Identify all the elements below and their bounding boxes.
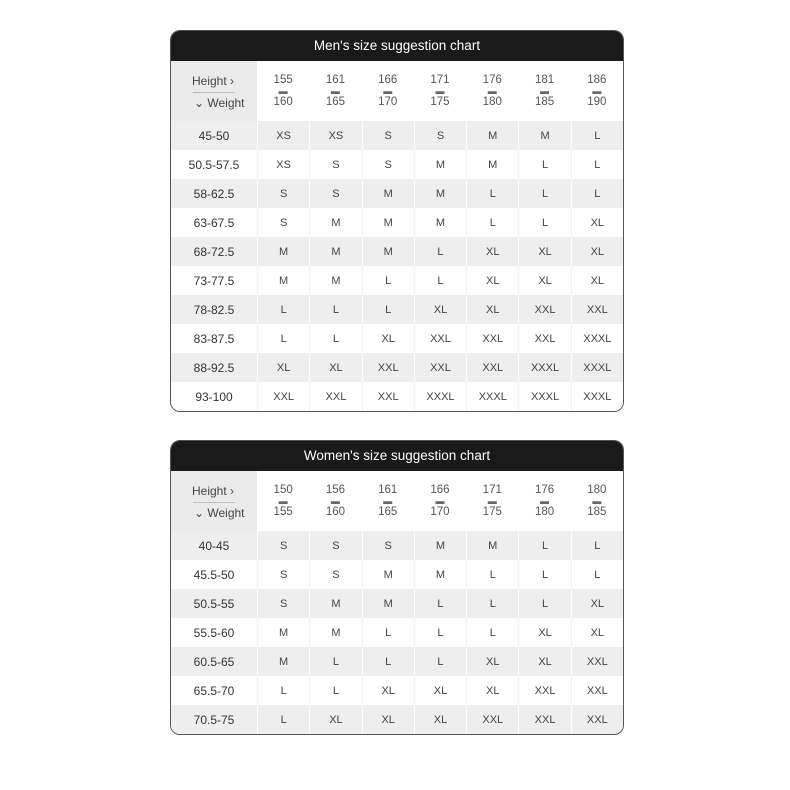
table-row [171,647,623,676]
size-cell: XL [309,353,361,382]
weight-range-cell: 55.5-60 [193,625,235,640]
size-cell: XL [414,295,466,324]
height-header-row [171,471,623,531]
size-cell: L [466,208,518,237]
size-cell: XXL [414,324,466,353]
size-cell: XL [518,266,570,295]
height-range-cell [309,471,361,531]
size-cell: XXL [571,295,623,324]
range-dash-icon: ▬ [278,86,288,96]
height-max: 155 [273,506,293,518]
weight-range-cell: 83-87.5 [193,331,235,346]
size-cell: M [414,179,466,208]
height-range-cell [571,471,623,531]
size-cell: XXXL [518,353,570,382]
size-cell: XL [571,266,623,295]
weight-range-cell: 50.5-57.5 [188,157,240,172]
height-min: 171 [430,74,450,86]
corner-cell [171,61,257,121]
size-cell: L [518,150,570,179]
mens-size-chart [170,30,624,412]
height-min: 155 [273,74,293,86]
size-cell: XXL [571,705,623,734]
height-min: 150 [273,484,293,496]
size-cell: L [571,150,623,179]
height-range-cell [518,471,570,531]
size-cell: M [466,150,518,179]
size-cell: M [257,618,309,647]
size-cell: L [414,647,466,676]
size-cell: XXL [414,353,466,382]
height-max: 180 [534,506,555,518]
range-dash-icon: ▬ [592,496,602,506]
size-cell: L [518,531,570,560]
divider [193,502,235,503]
table-row [171,208,623,237]
height-label: Height › [192,484,235,498]
table-row [171,705,623,734]
size-cell: XXXL [571,353,623,382]
size-cell: S [309,531,361,560]
size-cell: L [571,121,623,150]
size-cell: L [518,589,570,618]
height-max: 185 [534,96,555,108]
size-cell: L [466,179,518,208]
size-cell: L [309,676,361,705]
size-cell: XL [518,618,570,647]
chart-title: Women's size suggestion chart [171,441,623,471]
size-cell: L [362,618,414,647]
corner-cell [171,471,257,531]
size-cell: L [414,237,466,266]
range-dash-icon: ▬ [435,496,445,506]
height-max: 160 [273,96,293,108]
size-cell: M [309,266,361,295]
range-dash-icon: ▬ [330,86,340,96]
size-table-body [171,531,623,734]
size-cell: L [257,295,309,324]
height-range-cell [362,471,414,531]
size-cell: XXL [466,324,518,353]
height-min: 180 [587,484,607,496]
size-cell: XXXL [414,382,466,411]
size-cell: M [362,560,414,589]
size-cell: XS [257,121,309,150]
height-range-cell [466,471,518,531]
size-cell: S [257,179,309,208]
size-cell: M [414,560,466,589]
table-row [171,589,623,618]
weight-range-cell: 45.5-50 [193,567,235,582]
table-row [171,353,623,382]
height-max: 180 [482,96,502,108]
size-cell: S [257,208,309,237]
size-cell: L [257,676,309,705]
weight-label: ⌄ Weight [194,506,245,520]
table-row [171,150,623,179]
size-cell: XL [571,589,623,618]
size-cell: XXL [571,647,623,676]
range-dash-icon: ▬ [592,86,602,96]
size-cell: XXXL [571,382,623,411]
size-cell: L [309,324,361,353]
size-cell: S [309,179,361,208]
size-cell: XXL [571,676,623,705]
height-min: 161 [325,74,346,86]
table-row [171,121,623,150]
size-cell: L [309,295,361,324]
divider [193,92,235,93]
height-max: 175 [430,96,450,108]
range-dash-icon: ▬ [330,496,340,506]
size-cell: XS [309,121,361,150]
size-cell: L [466,560,518,589]
size-cell: S [257,589,309,618]
table-row [171,266,623,295]
height-min: 181 [534,74,555,86]
range-dash-icon: ▬ [435,86,445,96]
size-cell: M [309,208,361,237]
height-max: 175 [482,506,502,518]
size-cell: S [362,150,414,179]
table-row [171,295,623,324]
size-cell: XS [257,150,309,179]
size-cell: M [362,237,414,266]
size-cell: L [362,295,414,324]
height-min: 161 [378,484,398,496]
range-dash-icon: ▬ [540,496,550,506]
size-cell: L [466,589,518,618]
size-cell: L [571,179,623,208]
size-cell: L [518,560,570,589]
weight-range-cell: 60.5-65 [193,654,235,669]
weight-range-cell: 65.5-70 [193,683,235,698]
height-min: 171 [482,484,502,496]
size-cell: XL [362,676,414,705]
size-cell: M [309,237,361,266]
height-max: 190 [587,96,607,108]
size-cell: XXL [518,324,570,353]
size-cell: XXXL [571,324,623,353]
size-cell: L [362,647,414,676]
range-dash-icon: ▬ [383,86,393,96]
size-cell: XL [362,324,414,353]
size-cell: XL [414,705,466,734]
size-cell: XL [362,705,414,734]
weight-label: ⌄ Weight [194,96,245,110]
size-cell: XXL [518,705,570,734]
size-cell: M [414,150,466,179]
size-cell: S [414,121,466,150]
size-cell: L [257,705,309,734]
height-min: 176 [534,484,555,496]
height-range-cell [257,471,309,531]
table-row [171,237,623,266]
range-dash-icon: ▬ [383,496,393,506]
size-cell: L [571,531,623,560]
height-max: 170 [430,506,450,518]
weight-range-cell: 63-67.5 [193,215,235,230]
range-dash-icon: ▬ [487,86,497,96]
size-cell: S [362,121,414,150]
weight-range-cell: 78-82.5 [193,302,235,317]
size-cell: M [309,589,361,618]
table-row [171,531,623,560]
weight-range-cell: 70.5-75 [193,712,235,727]
size-cell: XL [518,647,570,676]
size-cell: M [362,208,414,237]
height-range-cell [257,61,309,121]
range-dash-icon: ▬ [487,496,497,506]
size-cell: XL [466,266,518,295]
size-cell: M [518,121,570,150]
height-range-cell [518,61,570,121]
size-cell: M [257,237,309,266]
size-cell: M [466,531,518,560]
size-cell: XL [466,676,518,705]
size-cell: L [518,208,570,237]
size-cell: XXL [466,353,518,382]
size-cell: M [414,531,466,560]
size-cell: L [571,560,623,589]
size-cell: XXL [362,382,414,411]
size-cell: XL [414,676,466,705]
weight-range-cell: 40-45 [198,538,230,553]
size-cell: XXXL [518,382,570,411]
height-max: 170 [378,96,398,108]
size-cell: S [309,560,361,589]
weight-range-cell: 68-72.5 [193,244,235,259]
size-cell: L [257,324,309,353]
size-cell: M [362,589,414,618]
height-max: 165 [378,506,398,518]
height-range-cell [414,471,466,531]
size-cell: XL [466,647,518,676]
height-range-cell [309,61,361,121]
weight-range-cell: 45-50 [198,128,230,143]
height-range-cell [414,61,466,121]
size-cell: XL [466,237,518,266]
size-cell: L [414,589,466,618]
size-cell: L [309,647,361,676]
size-cell: L [362,266,414,295]
height-range-cell [466,61,518,121]
size-cell: M [414,208,466,237]
size-cell: XXL [309,382,361,411]
weight-range-cell: 88-92.5 [193,360,235,375]
table-row [171,179,623,208]
height-max: 165 [325,96,346,108]
size-cell: XXL [466,705,518,734]
size-cell: M [257,647,309,676]
size-cell: S [362,531,414,560]
chart-title: Men's size suggestion chart [171,31,623,61]
height-range-cell [571,61,623,121]
size-cell: M [362,179,414,208]
size-cell: L [414,618,466,647]
table-row [171,560,623,589]
size-cell: XL [571,237,623,266]
size-cell: XL [571,208,623,237]
size-cell: S [257,531,309,560]
table-row [171,324,623,353]
size-cell: XXL [362,353,414,382]
range-dash-icon: ▬ [540,86,550,96]
size-cell: L [414,266,466,295]
height-max: 185 [587,506,607,518]
size-cell: XL [309,705,361,734]
size-cell: XXL [257,382,309,411]
weight-range-cell: 58-62.5 [193,186,235,201]
range-dash-icon: ▬ [278,496,288,506]
height-min: 166 [430,484,450,496]
height-max: 160 [325,506,346,518]
size-cell: XL [518,237,570,266]
height-min: 156 [325,484,346,496]
size-cell: XXL [518,295,570,324]
height-min: 176 [482,74,502,86]
size-cell: XXXL [466,382,518,411]
size-cell: XL [571,618,623,647]
womens-size-chart [170,440,624,735]
size-cell: M [309,618,361,647]
weight-range-cell: 50.5-55 [193,596,235,611]
size-cell: S [257,560,309,589]
table-row [171,676,623,705]
size-cell: XL [466,295,518,324]
height-min: 186 [587,74,607,86]
size-cell: M [466,121,518,150]
weight-range-cell: 93-100 [195,389,233,404]
height-range-cell [362,61,414,121]
height-header-row [171,61,623,121]
size-cell: XXL [518,676,570,705]
size-cell: XL [257,353,309,382]
size-cell: S [309,150,361,179]
size-table-body [171,121,623,411]
table-row [171,618,623,647]
size-cell: M [257,266,309,295]
size-cell: L [518,179,570,208]
height-min: 166 [378,74,398,86]
weight-range-cell: 73-77.5 [193,273,235,288]
size-cell: L [466,618,518,647]
table-row [171,382,623,411]
height-label: Height › [192,74,235,88]
